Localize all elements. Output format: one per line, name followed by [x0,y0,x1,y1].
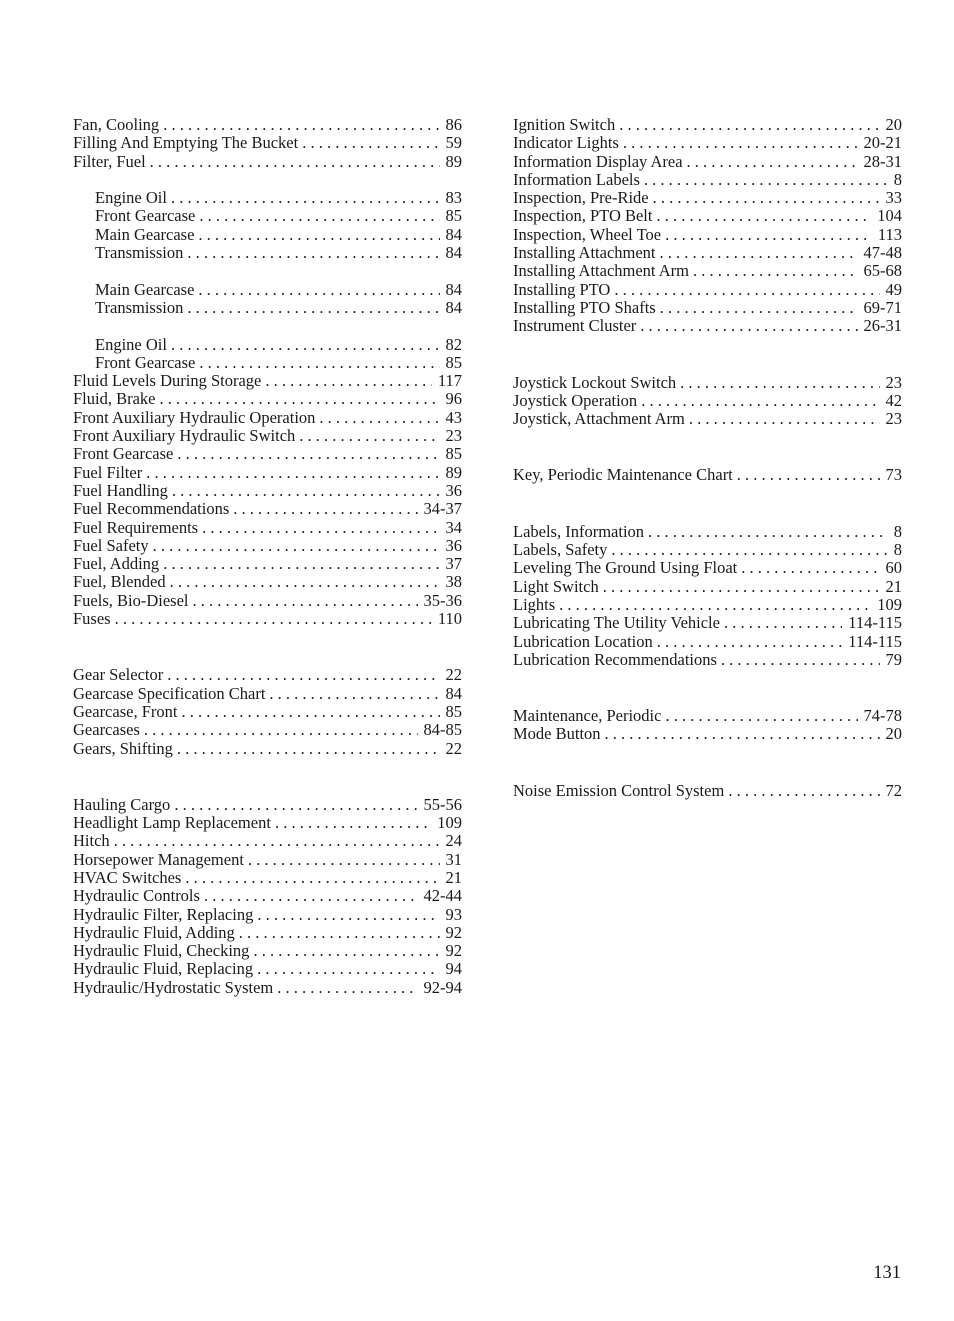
index-entry [513,725,902,743]
entry-page: 110 [437,609,462,629]
entry-label: Front Gearcase [73,444,174,464]
leader-dots [146,464,439,482]
entry-label: Ignition Switch [513,115,616,134]
leader-dots [605,725,880,743]
entry-label: Fuel Recommendations [73,499,230,519]
entry-label: Indicator Lights [513,133,619,153]
leader-dots [199,354,439,372]
entry-label: Front Gearcase [95,206,196,226]
entry-label: Joystick, Attachment Arm [513,409,685,429]
entry-page: 60 [885,558,902,578]
leader-dots [174,796,417,814]
entry-label: Lubrication Recommendations [513,649,717,669]
entry-label: Hydraulic Filter, Replacing [73,904,254,924]
index-subentry [73,281,462,299]
index-entry [73,685,462,703]
entry-page: 85 [445,206,462,226]
entry-label: Hydraulic/Hydrostatic System [73,977,274,997]
index-entry [73,134,462,152]
leader-dots [611,541,887,559]
entry-label: Fuels, Bio-Diesel [73,590,189,610]
entry-page: 31 [445,849,462,869]
leader-dots [657,633,842,651]
leader-dots [115,610,432,628]
leader-dots [302,134,439,152]
leader-dots [160,390,440,408]
entry-label: Hauling Cargo [73,794,171,814]
entry-page: 36 [445,480,462,500]
leader-dots [198,226,439,244]
leader-dots [660,244,858,262]
entry-page: 113 [877,224,902,244]
entry-page: 8 [893,521,902,541]
index-entry [73,906,462,924]
leader-dots [728,782,879,800]
entry-label: Instrument Cluster [513,316,637,336]
entry-page: 20 [885,724,902,744]
entry-label: Transmission [95,297,184,317]
index-subentry [73,299,462,317]
entry-label: Fuel, Blended [73,572,166,592]
entry-page: 83 [445,188,462,208]
index-entry [73,427,462,445]
entry-page: 55-56 [423,794,462,814]
leader-dots [170,573,440,591]
entry-label: Inspection, PTO Belt [513,206,653,226]
leader-dots [653,189,880,207]
entry-page: 73 [885,465,902,485]
entry-label: Inspection, Pre-Ride [513,188,649,208]
entry-page: 8 [893,540,902,560]
index-entry [73,390,462,408]
entry-page: 42 [885,390,902,410]
leader-dots [614,281,879,299]
leader-dots [665,226,872,244]
entry-page: 85 [445,444,462,464]
entry-label: Key, Periodic Maintenance Chart [513,465,733,485]
entry-page: 109 [437,813,462,833]
entry-page: 20-21 [863,133,902,153]
entry-page: 84 [445,224,462,244]
entry-page: 96 [445,389,462,409]
entry-page: 22 [445,738,462,758]
leader-dots [656,207,871,225]
entry-page: 37 [445,554,462,574]
page-number: 131 [873,1263,901,1283]
index-entry [513,523,902,541]
index-entry [513,782,902,800]
entry-label: Fan, Cooling [73,115,160,134]
index-entry [73,116,462,134]
entry-label: Main Gearcase [95,224,195,244]
leader-dots [193,592,418,610]
section-gap [73,262,462,280]
leader-dots [265,372,432,390]
leader-dots [640,317,857,335]
entry-page: 33 [885,188,902,208]
leader-dots [687,153,858,171]
leader-dots [299,427,439,445]
leader-dots [319,409,439,427]
entry-label: Leveling The Ground Using Float [513,558,738,578]
entry-label: Engine Oil [95,188,167,208]
entry-label: Main Gearcase [95,279,195,299]
entry-label: Fluid, Brake [73,389,156,409]
entry-label: Fluid Levels During Storage [73,371,262,391]
entry-page: 36 [445,535,462,555]
entry-label: Labels, Information [513,521,645,541]
index-entry [73,592,462,610]
entry-page: 34-37 [423,499,462,519]
entry-label: Fuses [73,609,111,629]
leader-dots [239,924,440,942]
index-subentry [73,207,462,225]
entry-label: Maintenance, Periodic [513,706,662,726]
entry-label: Lubrication Location [513,631,653,651]
index-column-left [73,116,462,997]
leader-dots [187,244,439,262]
entry-label: Installing Attachment [513,243,656,263]
entry-label: Hydraulic Fluid, Replacing [73,959,254,979]
entry-page: 92 [445,922,462,942]
leader-dots [171,189,440,207]
entry-label: Fuel, Adding [73,554,160,574]
index-entry [73,887,462,905]
index-subentry [73,189,462,207]
entry-page: 114-115 [848,631,902,651]
index-entry [513,410,902,428]
leader-dots [623,134,858,152]
index-entry [73,610,462,628]
index-entry [73,721,462,739]
entry-label: Lubricating The Utility Vehicle [513,613,720,633]
entry-page: 84 [445,297,462,317]
index-entry [513,317,902,335]
entry-label: Front Gearcase [95,352,196,372]
entry-page: 38 [445,572,462,592]
entry-label: Hydraulic Controls [73,886,200,906]
leader-dots [153,537,440,555]
leader-dots [277,979,417,997]
entry-label: Information Display Area [513,151,683,171]
leader-dots [693,262,858,280]
index-entry [513,374,902,392]
entry-page: 26-31 [863,316,902,336]
entry-page: 24 [445,831,462,851]
entry-label: Joystick Lockout Switch [513,372,677,392]
index-entry [513,651,902,669]
entry-label: Gearcase Specification Chart [73,683,266,703]
entry-label: Noise Emission Control System [513,780,725,800]
leader-dots [187,299,439,317]
leader-dots [641,392,879,410]
entry-page: 43 [445,407,462,427]
entry-page: 35-36 [423,590,462,610]
index-entry [73,796,462,814]
leader-dots [689,410,880,428]
entry-page: 94 [445,959,462,979]
entry-page: 89 [445,462,462,482]
section-gap [73,758,462,796]
index-entry [73,445,462,463]
index-entry [73,979,462,997]
entry-page: 65-68 [863,261,902,281]
index-entry [73,519,462,537]
leader-dots [150,153,440,171]
entry-label: Fuel Handling [73,480,168,500]
index-subentry [73,336,462,354]
index-column-right [513,116,902,800]
entry-page: 20 [885,115,902,134]
entry-label: Gears, Shifting [73,738,173,758]
section-gap [513,428,902,466]
entry-page: 8 [893,169,902,189]
entry-label: Front Auxiliary Hydraulic Operation [73,407,316,427]
section-gap [513,669,902,707]
entry-page: 59 [445,133,462,153]
index-subentry [73,226,462,244]
entry-label: Inspection, Wheel Toe [513,224,662,244]
entry-page: 23 [885,372,902,392]
section-gap [73,317,462,335]
entry-page: 84 [445,279,462,299]
leader-dots [721,651,880,669]
entry-page: 74-78 [863,706,902,726]
leader-dots [185,869,439,887]
index-entry [513,189,902,207]
section-gap [513,485,902,523]
entry-page: 28-31 [863,151,902,171]
leader-dots [163,116,439,134]
leader-dots [257,960,439,978]
leader-dots [680,374,879,392]
leader-dots [114,832,440,850]
leader-dots [603,578,880,596]
entry-label: Hitch [73,831,110,851]
index-entry [73,703,462,721]
entry-label: Lights [513,594,556,614]
entry-page: 23 [885,409,902,429]
index-entry [73,814,462,832]
entry-label: Headlight Lamp Replacement [73,813,271,833]
index-entry [513,614,902,632]
entry-label: Filling And Emptying The Bucket [73,133,299,153]
index-entry [73,464,462,482]
entry-label: Mode Button [513,724,601,744]
entry-page: 84 [445,683,462,703]
index-entry [513,559,902,577]
entry-page: 22 [445,665,462,685]
index-entry [513,226,902,244]
index-entry [513,281,902,299]
index-entry [73,482,462,500]
entry-label: Gear Selector [73,665,164,685]
section-gap [513,744,902,782]
leader-dots [644,171,888,189]
entry-page: 21 [885,576,902,596]
entry-label: Fuel Filter [73,462,143,482]
leader-dots [233,500,417,518]
index-entry [513,633,902,651]
entry-page: 72 [885,780,902,800]
index-entry [73,851,462,869]
leader-dots [737,466,880,484]
leader-dots [167,666,439,684]
index-entry [513,171,902,189]
index-entry [513,466,902,484]
leader-dots [275,814,431,832]
index-entry [73,942,462,960]
index-entry [513,134,902,152]
index-entry [513,262,902,280]
entry-label: Information Labels [513,169,640,189]
entry-page: 79 [885,649,902,669]
leader-dots [202,519,439,537]
index-entry [73,500,462,518]
entry-label: Hydraulic Fluid, Checking [73,941,250,961]
index-entry [73,924,462,942]
entry-label: Hydraulic Fluid, Adding [73,922,235,942]
entry-label: Fuel Requirements [73,517,199,537]
index-entry [73,960,462,978]
leader-dots [724,614,842,632]
leader-dots [177,740,440,758]
entry-page: 85 [445,352,462,372]
leader-dots [269,685,439,703]
section-gap [73,171,462,189]
entry-page: 117 [437,371,462,391]
index-entry [73,372,462,390]
entry-page: 104 [877,206,902,226]
index-entry [513,392,902,410]
index-entry [513,707,902,725]
leader-dots [257,906,439,924]
leader-dots [660,299,858,317]
entry-page: 89 [445,151,462,171]
index-entry [73,153,462,171]
entry-label: Filter, Fuel [73,151,146,171]
index-entry [73,555,462,573]
entry-page: 34 [445,517,462,537]
entry-label: Installing Attachment Arm [513,261,689,281]
leader-dots [253,942,439,960]
entry-label: Labels, Safety [513,540,608,560]
entry-label: Engine Oil [95,334,167,354]
entry-page: 49 [885,279,902,299]
entry-page: 92-94 [423,977,462,997]
entry-page: 92 [445,941,462,961]
entry-label: Installing PTO [513,279,611,299]
entry-page: 23 [445,426,462,446]
index-subentry [73,244,462,262]
index-subentry [73,354,462,372]
leader-dots [665,707,857,725]
entry-label: Light Switch [513,576,599,596]
leader-dots [181,703,439,721]
entry-label: Gearcases [73,720,140,740]
entry-label: Joystick Operation [513,390,638,410]
entry-label: Front Auxiliary Hydraulic Switch [73,426,296,446]
index-entry [73,409,462,427]
leader-dots [648,523,888,541]
entry-page: 21 [445,867,462,887]
index-entry [73,869,462,887]
leader-dots [163,555,439,573]
leader-dots [177,445,439,463]
index-entry [73,666,462,684]
leader-dots [559,596,871,614]
index-entry [513,116,902,134]
leader-dots [619,116,879,134]
index-entry [513,244,902,262]
leader-dots [199,207,439,225]
index-entry [513,541,902,559]
entry-label: Gearcase, Front [73,701,178,721]
entry-page: 114-115 [848,613,902,633]
index-entry [73,832,462,850]
entry-page: 82 [445,334,462,354]
entry-label: Transmission [95,243,184,263]
entry-label: Horsepower Management [73,849,244,869]
entry-page: 85 [445,701,462,721]
entry-page: 109 [877,594,902,614]
entry-page: 86 [445,115,462,134]
index-entry [513,207,902,225]
entry-page: 42-44 [423,886,462,906]
leader-dots [172,482,440,500]
entry-label: Installing PTO Shafts [513,297,656,317]
index-entry [73,537,462,555]
leader-dots [248,851,440,869]
entry-page: 84-85 [423,720,462,740]
entry-page: 93 [445,904,462,924]
entry-page: 47-48 [863,243,902,263]
leader-dots [204,887,418,905]
entry-label: HVAC Switches [73,867,182,887]
leader-dots [144,721,418,739]
index-entry [513,153,902,171]
index-entry [73,573,462,591]
entry-page: 84 [445,243,462,263]
index-entry [73,740,462,758]
leader-dots [198,281,439,299]
entry-page: 69-71 [863,297,902,317]
section-gap [513,336,902,374]
entry-label: Fuel Safety [73,535,149,555]
leader-dots [741,559,879,577]
index-entry [513,596,902,614]
leader-dots [171,336,440,354]
index-entry [513,299,902,317]
index-entry [513,578,902,596]
section-gap [73,628,462,666]
